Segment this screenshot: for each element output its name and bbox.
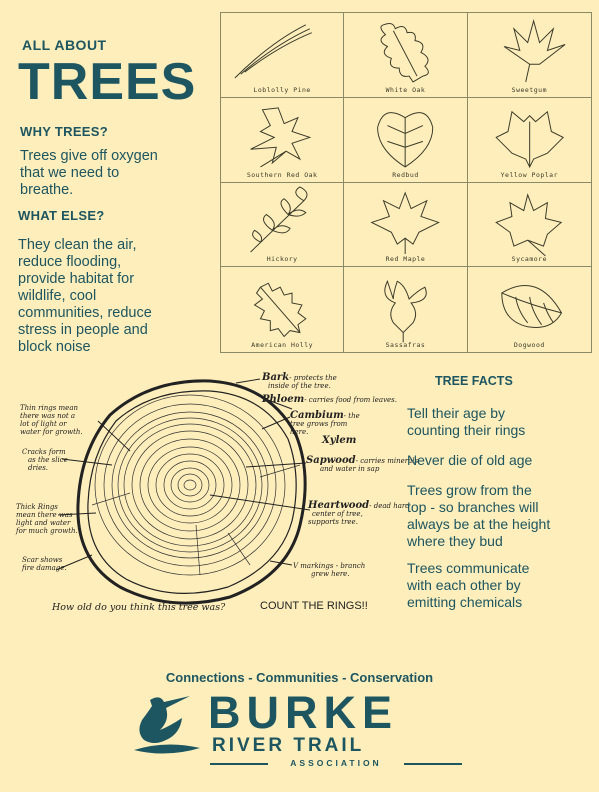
what-else-text: They clean the air, reduce flooding, provide habitat for wildlife, cool communities, reduce stress in people and block noise <box>18 237 152 355</box>
sweetgum-leaf-icon <box>468 13 591 97</box>
leaf-label: Yellow Poplar <box>500 170 559 179</box>
tree-age-question: How old do you think this tree was? <box>52 602 226 613</box>
leaf-label: White Oak <box>385 85 426 94</box>
redbud-leaf-icon <box>344 98 466 182</box>
tree-facts-heading: TREE FACTS <box>435 374 513 388</box>
red-oak-leaf-icon <box>221 98 343 182</box>
leaf-label: American Holly <box>251 341 314 349</box>
phloem-label: Phloem- carries food from leaves. <box>262 394 397 405</box>
leaf-identification-grid <box>220 12 592 353</box>
leaf-label: Redbud <box>392 170 419 179</box>
xylem-label: Xylem <box>322 435 357 446</box>
why-trees-text: Trees give off oxygen that we need to breathe. <box>20 148 158 198</box>
leaf-cell-sassafras <box>344 267 467 352</box>
pine-needle-icon <box>221 13 343 97</box>
leaf-cell-yellow-poplar <box>468 98 591 183</box>
cracks-label: Cracks form as the slice dries. <box>22 448 68 472</box>
leaf-label: Sweetgum <box>511 85 547 94</box>
sycamore-leaf-icon <box>468 183 591 267</box>
leaf-cell-sycamore <box>468 183 591 268</box>
leaf-label: Dogwood <box>513 341 545 349</box>
sassafras-leaf-icon <box>344 267 466 352</box>
page-title: TREES <box>18 53 197 111</box>
fact-item: Never die of old age <box>407 452 533 468</box>
page-kicker: ALL ABOUT <box>22 37 107 53</box>
scar-label: Scar shows fire damage. <box>22 556 67 572</box>
leaf-cell-red-maple <box>344 183 467 268</box>
leaf-cell-white-oak <box>344 13 467 98</box>
oak-leaf-icon <box>344 13 466 97</box>
fact-item: Trees grow from the top - so branches will always be at the height where they bud <box>407 482 551 549</box>
holly-leaf-icon <box>221 267 343 352</box>
maple-leaf-icon <box>344 183 466 267</box>
logo-river-trail: RIVER TRAIL <box>212 735 365 756</box>
heartwood-label: Heartwood- dead hard center of tree, supports tree. <box>308 500 410 526</box>
logo-divider <box>404 763 462 765</box>
hickory-leaf-icon <box>221 183 343 267</box>
fact-item: Trees communicate with each other by emitting chemicals <box>407 560 530 610</box>
leaf-label: Sassafras <box>385 341 426 349</box>
heron-logo-icon <box>130 690 202 760</box>
footer-tagline: Connections - Communities - Conservation <box>165 670 434 685</box>
poplar-leaf-icon <box>468 98 591 182</box>
leaf-cell-dogwood <box>468 267 591 352</box>
what-else-heading: WHAT ELSE? <box>18 208 105 223</box>
bark-label: Bark- protects the inside of the tree. <box>262 372 337 390</box>
dogwood-leaf-icon <box>468 267 591 352</box>
why-trees-heading: WHY TREES? <box>20 124 108 139</box>
logo-burke: BURKE <box>208 687 399 738</box>
leaf-cell-sweetgum <box>468 13 591 98</box>
count-rings-text: COUNT THE RINGS!! <box>260 600 368 612</box>
leaf-label: Hickory <box>266 255 298 264</box>
leaf-label: Loblolly Pine <box>253 85 311 94</box>
leaf-cell-loblolly-pine <box>221 13 344 98</box>
leaf-label: Southern Red Oak <box>246 170 318 179</box>
leaf-label: Sycamore <box>511 255 547 264</box>
leaf-cell-hickory <box>221 183 344 268</box>
fact-item: Tell their age by counting their rings <box>407 405 526 438</box>
leaf-cell-southern-red-oak <box>221 98 344 183</box>
leaf-cell-redbud <box>344 98 467 183</box>
logo-association: ASSOCIATION <box>290 758 382 768</box>
v-markings-label: V markings - branch grew here. <box>293 562 366 578</box>
leaf-cell-american-holly <box>221 267 344 352</box>
thin-rings-label: Thin rings mean there was not a lot of light or water for growth. <box>20 404 83 436</box>
thick-rings-label: Thick Rings mean there was light and water for much growth. <box>16 503 78 535</box>
sapwood-label: Sapwood- carries minerals and water in sap <box>306 455 419 473</box>
cambium-label: Cambium- the tree grows from here. <box>290 410 360 436</box>
leaf-label: Red Maple <box>385 255 426 264</box>
